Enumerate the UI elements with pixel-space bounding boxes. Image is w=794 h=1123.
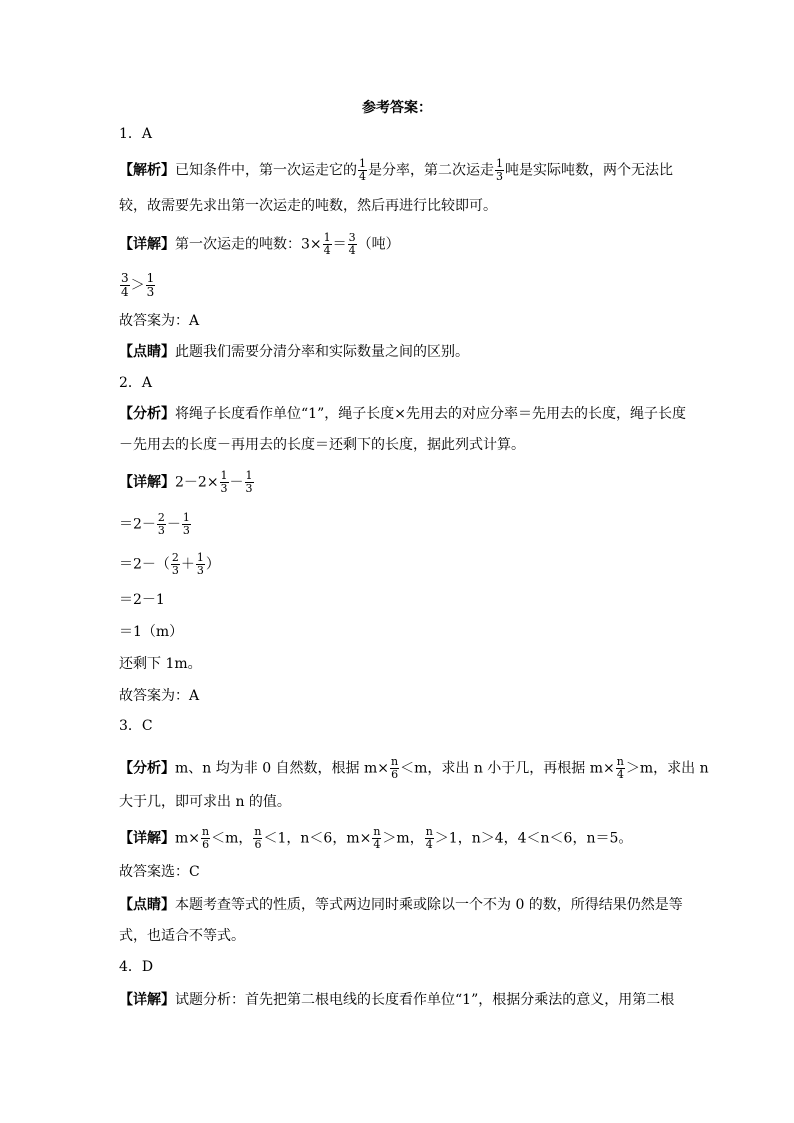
q2-number: 2．A bbox=[119, 375, 153, 391]
text: （吨） bbox=[357, 236, 400, 253]
fraction: $\frac{3}{4}$ bbox=[348, 231, 356, 257]
text: ＞1，n＞4，4＜n＜6，n＝5。 bbox=[434, 830, 633, 847]
q1-compare bbox=[119, 272, 156, 299]
fraction: $\frac{n}{6}$ bbox=[202, 825, 210, 851]
tip-tag: 【点睛】 bbox=[119, 344, 175, 360]
q2-detail-step4: ＝2－1 bbox=[119, 592, 165, 608]
text: 吨是实际吨数，两个无法比 bbox=[505, 162, 673, 179]
q2-analysis-line1 bbox=[119, 404, 686, 424]
fraction: $\frac{1}{3}$ bbox=[182, 511, 190, 537]
text: 本题考查等式的性质，等式两边同时乘或除以一个不为 0 的数，所得结果仍然是等 bbox=[175, 897, 683, 913]
q3-answer: 故答案选：C bbox=[119, 864, 200, 880]
q3-number: 3．C bbox=[119, 718, 153, 734]
text: 此题我们需要分清分率和实际数量之间的区别。 bbox=[175, 344, 469, 360]
q2-detail-step5: ＝1（m） bbox=[119, 624, 184, 640]
fraction: $\frac{n}{4}$ bbox=[373, 825, 381, 851]
q3-tip-line1 bbox=[119, 895, 683, 915]
q2-answer: 故答案为：A bbox=[119, 688, 200, 704]
fraction: $\frac{1}{4}$ bbox=[359, 157, 366, 183]
text: m、n 均为非 0 自然数，根据 m× bbox=[175, 760, 390, 777]
q3-analysis-line2: 大于几，即可求出 n 的值。 bbox=[119, 794, 291, 810]
fraction: $\frac{1}{3}$ bbox=[220, 469, 228, 495]
q2-remain: 还剩下 1m。 bbox=[119, 656, 202, 672]
text: 将绳子长度看作单位“1”，绳子长度×先用去的对应分率＝先用去的长度，绳子长度 bbox=[175, 406, 686, 422]
q1-analysis-line1 bbox=[119, 158, 673, 183]
q1-answer: 故答案为：A bbox=[119, 313, 200, 329]
q2-detail-step2 bbox=[119, 512, 192, 537]
text: 是分率，第二次运走 bbox=[368, 162, 494, 179]
q2-detail-step1 bbox=[119, 470, 255, 495]
text: － bbox=[229, 474, 244, 491]
text: ＜1，n＜6，m× bbox=[263, 830, 372, 847]
text: 试题分析：首先把第二根电线的长度看作单位“1”，根据分乘法的意义，用第二根 bbox=[175, 992, 675, 1008]
detail-tag: 【详解】 bbox=[119, 830, 175, 847]
fraction: $\frac{n}{6}$ bbox=[254, 825, 262, 851]
q1-detail bbox=[119, 232, 400, 257]
q1-tip bbox=[119, 342, 469, 362]
text: ＝2－（ bbox=[119, 556, 170, 573]
text: ＝ bbox=[332, 236, 347, 253]
detail-tag: 【详解】 bbox=[119, 992, 175, 1008]
analysis-tag: 【分析】 bbox=[119, 760, 175, 777]
fraction: $\frac{n}{6}$ bbox=[391, 755, 399, 781]
text: ＞m， bbox=[382, 830, 424, 847]
q3-detail bbox=[119, 826, 632, 851]
compare-operator: ＞ bbox=[130, 277, 145, 294]
fraction: $\frac{2}{3}$ bbox=[171, 551, 179, 577]
analysis-tag: 【分析】 bbox=[119, 406, 175, 422]
text: ＞m，求出 n bbox=[625, 760, 709, 777]
tip-tag: 【点睛】 bbox=[119, 897, 175, 913]
q4-number: 4．D bbox=[119, 959, 154, 975]
q3-analysis-line1 bbox=[119, 756, 709, 781]
fraction: $\frac{1}{3}$ bbox=[146, 271, 155, 299]
fraction: $\frac{1}{3}$ bbox=[196, 551, 204, 577]
analysis-tag: 【解析】 bbox=[119, 162, 175, 179]
detail-tag: 【详解】 bbox=[119, 236, 175, 253]
text: m× bbox=[175, 830, 201, 847]
fraction: $\frac{n}{4}$ bbox=[425, 825, 433, 851]
fraction: $\frac{1}{4}$ bbox=[323, 231, 331, 257]
fraction: $\frac{3}{4}$ bbox=[121, 271, 129, 299]
fraction: $\frac{1}{3}$ bbox=[496, 157, 503, 183]
page-title: 参考答案： bbox=[362, 100, 432, 116]
fraction: $\frac{1}{3}$ bbox=[245, 469, 253, 495]
q3-tip-line2: 式，也适合不等式。 bbox=[119, 928, 245, 944]
q1-analysis-line2: 较，故需要先求出第一次运走的吨数，然后再进行比较即可。 bbox=[119, 198, 497, 214]
text: ＋ bbox=[180, 556, 195, 573]
detail-tag: 【详解】 bbox=[119, 474, 175, 491]
text: ＜m，求出 n 小于几，再根据 m× bbox=[400, 760, 615, 777]
text: 已知条件中，第一次运走它的 bbox=[175, 162, 357, 179]
text: － bbox=[166, 516, 181, 533]
q4-detail bbox=[119, 990, 674, 1010]
q2-detail-step3 bbox=[119, 552, 220, 577]
q2-analysis-line2: －先用去的长度－再用去的长度＝还剩下的长度，据此列式计算。 bbox=[119, 437, 525, 453]
text: ＜m， bbox=[211, 830, 253, 847]
fraction: $\frac{n}{4}$ bbox=[616, 755, 624, 781]
text: ） bbox=[205, 556, 220, 573]
text: 2－2× bbox=[175, 474, 219, 491]
fraction: $\frac{2}{3}$ bbox=[157, 511, 165, 537]
text: ＝2－ bbox=[119, 516, 156, 533]
text: 第一次运走的吨数：3× bbox=[175, 236, 322, 253]
q1-number: 1．A bbox=[119, 126, 153, 142]
